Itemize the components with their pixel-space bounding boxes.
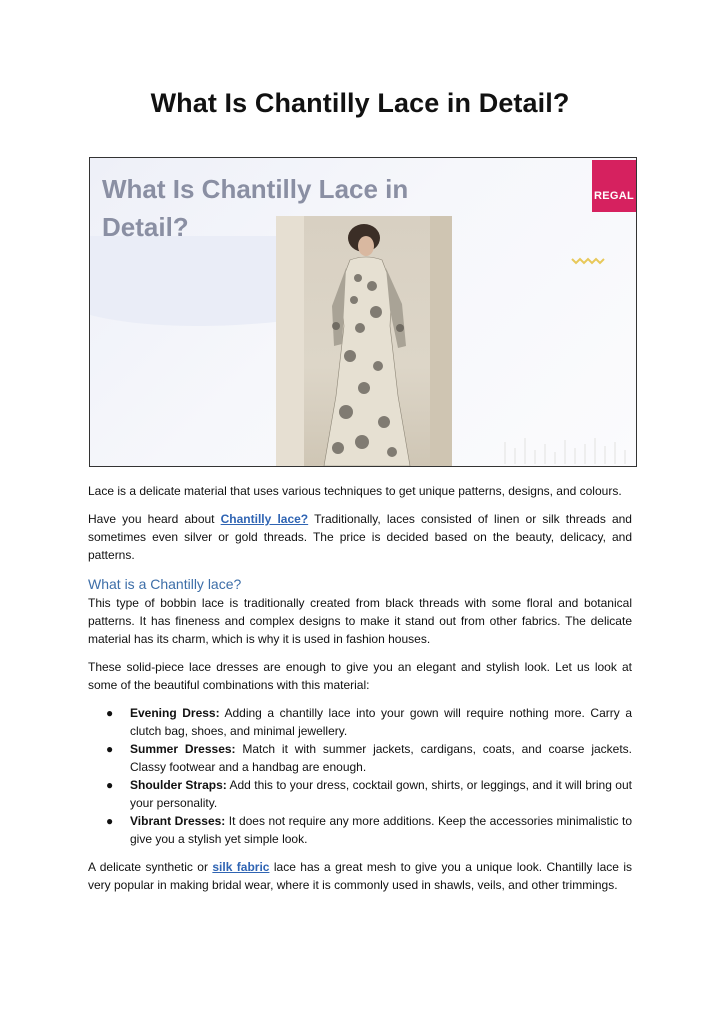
zigzag-decoration-icon (571, 256, 607, 266)
list-item-text: Add this to your dress, cocktail gown, shirts, or leggings, and it will bring out your personality. (130, 778, 632, 810)
bar-decoration-icon (502, 434, 632, 464)
list-item-term: Shoulder Straps: (130, 778, 227, 792)
chantilly-lace-link[interactable]: Chantilly lace? (220, 512, 309, 526)
section-heading: What is a Chantilly lace? (88, 576, 242, 592)
regal-logo-icon (592, 160, 636, 212)
p2-text-before: Have you heard about (88, 512, 221, 526)
article-body (88, 482, 632, 904)
list-item (106, 704, 632, 740)
list-item-term: Vibrant Dresses: (130, 814, 226, 828)
list-item (106, 812, 632, 848)
hero-heading-line-2: Detail? (102, 212, 189, 242)
silk-fabric-link[interactable]: silk fabric (212, 860, 270, 874)
bullet-icon: ● (106, 814, 114, 828)
list-item (106, 776, 632, 812)
paragraph-combinations: These solid-piece lace dresses are enough to give you an elegant and stylish look. Let us look at some of the beautiful combinations with this material: (88, 660, 632, 692)
list-item-term: Evening Dress: (130, 706, 220, 720)
paragraph-chantilly-intro (88, 510, 632, 564)
hero-heading-line-1: What Is Chantilly Lace in (102, 174, 409, 204)
list-item-text: Adding a chantilly lace into your gown will require nothing more. Carry a clutch bag, shoes, and minimal jewellery. (130, 706, 632, 738)
p5-text-before: A delicate synthetic or (88, 860, 213, 874)
paragraph-silk-fabric (88, 858, 632, 894)
list-item-text: It does not require any more additions. Keep the accessories minimalistic to give you a stylish yet simple look. (130, 814, 632, 846)
photo-pillar-right (430, 216, 452, 466)
list-item-text: Match it with summer jackets, cardigans, coats, and coarse jackets. Classy footwear and a handbag are enough. (130, 742, 632, 774)
intro-paragraph: Lace is a delicate material that uses various techniques to get unique patterns, designs, and colours. (88, 484, 622, 498)
p5-text-after: lace has a great mesh to give you a unique look. Chantilly lace is very popular in making bridal wear, where it is commonly used in shawls, veils, and other trimmings. (88, 860, 633, 892)
hero-image (89, 157, 637, 467)
p2-text-after: Traditionally, laces consisted of linen or silk threads and sometimes even silver or gold threads. The price is decided based on the beauty, delicacy, and patterns. (88, 512, 632, 562)
list-item-term: Summer Dresses: (130, 742, 236, 756)
photo-pillar-left (276, 216, 304, 466)
combinations-list (88, 704, 632, 848)
list-item (106, 740, 632, 776)
model-photo (276, 216, 452, 466)
lace-gown-model-icon (306, 216, 426, 466)
bullet-icon: ● (106, 778, 114, 792)
bullet-icon: ● (106, 706, 114, 720)
bullet-icon: ● (106, 742, 114, 756)
page-title: What Is Chantilly Lace in Detail? (150, 88, 570, 118)
logo-text: REGAL (594, 190, 634, 202)
paragraph-bobbin-lace: This type of bobbin lace is traditionally created from black threads with some floral and botanical patterns. It has fineness and complex designs to make it stand out from other fabrics. The delicate material has its charm, which is why it is used in fashion houses. (88, 596, 632, 646)
